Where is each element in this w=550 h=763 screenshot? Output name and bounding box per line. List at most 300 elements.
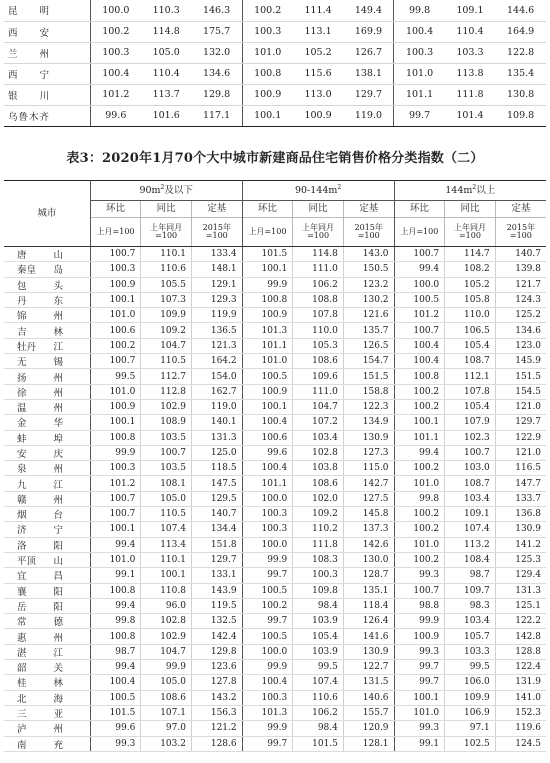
index-value: 140.6 [343, 690, 394, 705]
table-row [4, 614, 546, 629]
city-name-part: 亚 [53, 709, 63, 721]
city-cell [4, 644, 90, 659]
index-value: 99.3 [394, 721, 445, 736]
index-value: 99.9 [242, 660, 293, 675]
index-value: 100.0 [242, 644, 293, 659]
index-value: 100.8 [90, 629, 141, 644]
index-value: 102.8 [293, 445, 344, 460]
city-name-part: 海 [53, 693, 63, 705]
index-value: 100.2 [90, 21, 141, 42]
city-name [17, 431, 63, 445]
index-value: 102.9 [141, 399, 192, 414]
city-cell [4, 430, 90, 445]
index-value: 97.1 [445, 721, 496, 736]
index-value: 147.5 [191, 476, 242, 491]
city-name-part: 山 [53, 556, 63, 568]
table-row [4, 736, 546, 751]
index-value: 100.3 [242, 522, 293, 537]
city-cell [4, 277, 90, 292]
index-value: 100.7 [394, 583, 445, 598]
index-value: 126.7 [343, 42, 394, 63]
city-name-part: 湛 [17, 647, 27, 659]
table-row [4, 21, 546, 42]
index-value: 127.5 [343, 491, 394, 506]
city-name [17, 691, 63, 705]
index-value: 131.3 [495, 583, 546, 598]
index-value: 105.0 [141, 42, 192, 63]
city-cell [4, 507, 90, 522]
index-value: 122.2 [495, 614, 546, 629]
city-cell [4, 629, 90, 644]
index-value: 100.3 [90, 42, 141, 63]
index-value: 102.0 [293, 491, 344, 506]
index-value: 101.0 [90, 308, 141, 323]
city-name: 银 川 [4, 84, 90, 105]
index-value: 107.2 [293, 415, 344, 430]
index-value: 106.5 [445, 323, 496, 338]
index-value: 154.7 [343, 354, 394, 369]
index-value: 99.1 [90, 568, 141, 583]
city-cell [4, 384, 90, 399]
index-value: 101.5 [242, 247, 293, 262]
city-name-part: 吉 [17, 326, 27, 338]
index-value: 125.1 [495, 598, 546, 613]
index-value: 102.9 [141, 629, 192, 644]
table-row [4, 277, 546, 292]
index-value: 107.8 [293, 308, 344, 323]
index-value: 99.5 [293, 660, 344, 675]
index-value: 107.4 [141, 522, 192, 537]
city-name-part: 岛 [53, 265, 63, 277]
index-value: 100.1 [242, 399, 293, 414]
index-value: 132.5 [191, 614, 242, 629]
city-name [17, 339, 63, 353]
index-value: 121.7 [495, 277, 546, 292]
index-value: 101.1 [394, 84, 445, 105]
index-value: 100.9 [293, 105, 344, 126]
index-value: 145.9 [495, 354, 546, 369]
table-row [4, 84, 546, 105]
index-value: 110.6 [141, 262, 192, 277]
city-name-part: 山 [53, 250, 63, 262]
index-value: 100.4 [90, 63, 141, 84]
city-name-part: 安 [17, 449, 27, 460]
index-value: 110.4 [445, 21, 496, 42]
index-value: 100.0 [242, 491, 293, 506]
city-name-part: 平顶 [17, 556, 37, 568]
index-value: 155.7 [343, 705, 394, 720]
index-value: 154.0 [191, 369, 242, 384]
index-value: 141.2 [495, 537, 546, 552]
index-value: 105.3 [293, 338, 344, 353]
city-cell [4, 399, 90, 414]
index-value: 100.9 [394, 629, 445, 644]
index-value: 99.4 [394, 445, 445, 460]
index-value: 100.6 [242, 430, 293, 445]
index-value: 105.4 [445, 338, 496, 353]
index-value: 112.7 [141, 369, 192, 384]
city-name [17, 354, 63, 368]
index-value: 105.0 [141, 491, 192, 506]
index-value: 112.8 [141, 384, 192, 399]
city-name-part: 州 [53, 724, 63, 736]
index-value: 101.0 [242, 42, 293, 63]
index-value: 139.8 [495, 262, 546, 277]
index-value: 119.0 [191, 399, 242, 414]
index-value: 134.9 [343, 415, 394, 430]
index-value: 107.4 [445, 522, 496, 537]
city-name [17, 400, 63, 414]
city-name-part: 充 [53, 739, 63, 751]
index-value: 100.9 [242, 84, 293, 105]
city-name-part: 阳 [53, 540, 63, 552]
city-name-part: 昌 [53, 571, 63, 583]
table-row [4, 476, 546, 491]
index-value: 102.8 [141, 614, 192, 629]
index-value: 110.2 [293, 522, 344, 537]
index-value: 108.8 [293, 292, 344, 307]
city-name-part: 德 [53, 617, 63, 629]
index-value: 100.7 [90, 507, 141, 522]
index-value: 100.1 [90, 522, 141, 537]
index-value: 100.8 [242, 292, 293, 307]
index-value: 123.6 [191, 660, 242, 675]
table-row [4, 690, 546, 705]
index-value: 100.3 [90, 461, 141, 476]
index-value: 99.4 [90, 598, 141, 613]
index-value: 104.7 [293, 399, 344, 414]
index-value: 122.9 [495, 430, 546, 445]
city-name-part: 台 [53, 510, 63, 522]
index-value: 99.4 [90, 660, 141, 675]
index-value: 110.3 [141, 0, 192, 21]
city-name-part: 烟 [17, 510, 27, 522]
index-value: 101.5 [293, 736, 344, 751]
city-name-part: 岳 [17, 601, 27, 613]
index-value: 101.3 [242, 705, 293, 720]
city-name [17, 477, 63, 491]
city-name-part: 泸 [17, 724, 27, 736]
index-value: 100.6 [90, 323, 141, 338]
index-value: 133.1 [191, 568, 242, 583]
table-row [4, 63, 546, 84]
index-value: 151.5 [343, 369, 394, 384]
index-value: 101.0 [242, 354, 293, 369]
index-value: 100.5 [90, 690, 141, 705]
index-value: 100.7 [394, 323, 445, 338]
city-name-part: 江 [53, 647, 63, 659]
city-cell [4, 598, 90, 613]
index-value: 100.2 [90, 338, 141, 353]
price-index-table [4, 180, 546, 752]
city-name [17, 324, 63, 338]
index-value: 101.0 [394, 63, 445, 84]
city-name-part: 宁 [53, 525, 63, 537]
index-value: 99.7 [394, 675, 445, 690]
index-value: 103.8 [293, 461, 344, 476]
index-value: 142.8 [495, 629, 546, 644]
index-value: 99.1 [394, 736, 445, 751]
index-value: 99.5 [90, 369, 141, 384]
group-header-large: $144m^2$以上 [394, 181, 546, 201]
index-value: 124.3 [495, 292, 546, 307]
index-value: 100.1 [242, 105, 293, 126]
index-value: 118.4 [343, 598, 394, 613]
index-value: 101.1 [242, 338, 293, 353]
index-value: 101.2 [90, 84, 141, 105]
index-value: 115.6 [293, 63, 344, 84]
index-value: 148.1 [191, 262, 242, 277]
index-value: 101.0 [394, 476, 445, 491]
index-value: 129.7 [191, 552, 242, 567]
city-name [17, 262, 63, 276]
index-value: 99.7 [242, 614, 293, 629]
index-value: 101.0 [90, 552, 141, 567]
index-value: 113.0 [293, 84, 344, 105]
index-value: 106.9 [445, 705, 496, 720]
city-name-part: 洛 [17, 540, 27, 552]
index-value: 110.5 [141, 507, 192, 522]
index-value: 100.2 [242, 598, 293, 613]
index-value: 130.0 [343, 552, 394, 567]
index-value: 106.2 [293, 277, 344, 292]
index-value: 110.1 [141, 247, 192, 262]
index-value: 109.2 [293, 507, 344, 522]
index-value: 102.3 [445, 430, 496, 445]
index-value: 111.4 [293, 0, 344, 21]
index-value: 142.6 [343, 537, 394, 552]
index-value: 103.9 [293, 644, 344, 659]
city-name [17, 553, 63, 567]
city-name [17, 538, 63, 552]
index-value: 110.0 [293, 323, 344, 338]
city-name-part: 徐 [17, 387, 27, 399]
city-cell [4, 292, 90, 307]
city-name-part: 庆 [53, 449, 63, 460]
index-value: 130.9 [343, 644, 394, 659]
index-value: 122.3 [343, 399, 394, 414]
index-value: 100.9 [242, 308, 293, 323]
city-cell [4, 705, 90, 720]
index-value: 99.8 [394, 491, 445, 506]
city-name: 昆 明 [4, 0, 90, 21]
city-cell [4, 675, 90, 690]
index-value: 109.2 [141, 323, 192, 338]
index-value: 100.0 [242, 537, 293, 552]
index-value: 119.5 [191, 598, 242, 613]
index-value: 98.4 [293, 721, 344, 736]
index-value: 108.3 [293, 552, 344, 567]
index-value: 96.0 [141, 598, 192, 613]
header-huanbi: 环比 [90, 201, 141, 218]
index-value: 103.4 [445, 491, 496, 506]
table-row [4, 354, 546, 369]
city-name-part: 阳 [53, 601, 63, 613]
city-cell [4, 262, 90, 277]
index-value: 102.5 [445, 736, 496, 751]
city-name [17, 737, 63, 751]
index-value: 109.6 [293, 369, 344, 384]
city-name [17, 446, 63, 460]
index-value: 126.4 [343, 614, 394, 629]
index-value: 100.1 [90, 292, 141, 307]
index-value: 122.4 [495, 660, 546, 675]
city-name-part: 林 [53, 678, 63, 690]
index-value: 142.7 [343, 476, 394, 491]
city-name [17, 522, 63, 536]
city-name [17, 706, 63, 720]
city-name-part: 头 [53, 280, 63, 292]
index-value: 129.4 [495, 568, 546, 583]
index-value: 130.2 [343, 292, 394, 307]
index-value: 124.5 [495, 736, 546, 751]
index-value: 99.7 [242, 568, 293, 583]
index-value: 113.4 [141, 537, 192, 552]
index-value: 151.8 [191, 537, 242, 552]
city-name-part: 宜 [17, 571, 27, 583]
index-value: 107.8 [445, 384, 496, 399]
city-cell [4, 614, 90, 629]
index-value: 141.0 [495, 690, 546, 705]
base-dingji: 2015年=100 [191, 218, 242, 247]
table-row [4, 491, 546, 506]
index-value: 123.0 [495, 338, 546, 353]
index-value: 99.7 [394, 660, 445, 675]
city-name-part: 金 [17, 418, 27, 430]
table-row [4, 568, 546, 583]
index-value: 135.1 [343, 583, 394, 598]
index-value: 101.3 [242, 323, 293, 338]
index-value: 121.2 [191, 721, 242, 736]
index-value: 115.0 [343, 461, 394, 476]
city-cell [4, 415, 90, 430]
index-value: 164.2 [191, 354, 242, 369]
index-value: 104.7 [141, 338, 192, 353]
table-row [4, 0, 546, 21]
index-value: 111.8 [445, 84, 496, 105]
city-name-part: 州 [53, 311, 63, 323]
city-name: 兰 州 [4, 42, 90, 63]
table-row [4, 399, 546, 414]
index-value: 100.3 [242, 690, 293, 705]
index-value: 100.2 [394, 384, 445, 399]
city-column-header: 城市 [4, 181, 90, 247]
index-value: 101.5 [90, 705, 141, 720]
index-value: 99.9 [242, 721, 293, 736]
index-value: 100.2 [394, 522, 445, 537]
index-value: 119.0 [343, 105, 394, 126]
index-value: 107.3 [141, 292, 192, 307]
index-value: 116.5 [495, 461, 546, 476]
index-value: 105.2 [445, 277, 496, 292]
index-value: 99.9 [242, 552, 293, 567]
index-value: 128.6 [191, 736, 242, 751]
city-name-part: 北 [17, 693, 27, 705]
city-name [17, 568, 63, 582]
city-name-part: 南 [17, 739, 27, 751]
index-value: 100.1 [90, 415, 141, 430]
index-value: 100.1 [394, 415, 445, 430]
city-name-part: 扬 [17, 372, 27, 384]
index-value: 128.7 [343, 568, 394, 583]
index-value: 127.3 [343, 445, 394, 460]
header-dingji: 定基 [495, 201, 546, 218]
city-name-part: 无 [17, 357, 27, 369]
header-tongbi: 同比 [293, 201, 344, 218]
index-value: 101.1 [394, 430, 445, 445]
city-name-part: 锡 [53, 357, 63, 369]
city-cell [4, 369, 90, 384]
index-value: 103.2 [141, 736, 192, 751]
city-name-part: 惠 [17, 632, 27, 644]
table-title: 表3：2020年1月70个大中城市新建商品住宅销售价格分类指数（二） [66, 151, 484, 166]
city-name [17, 721, 63, 735]
index-value: 100.8 [242, 63, 293, 84]
city-name-part: 包 [17, 280, 27, 292]
index-value: 131.9 [495, 675, 546, 690]
index-value: 99.8 [90, 614, 141, 629]
index-value: 129.7 [343, 84, 394, 105]
index-value: 99.4 [394, 262, 445, 277]
index-value: 100.8 [394, 369, 445, 384]
index-value: 105.8 [445, 292, 496, 307]
index-value: 142.4 [191, 629, 242, 644]
table-row [4, 537, 546, 552]
index-value: 106.0 [445, 675, 496, 690]
index-value: 100.4 [394, 21, 445, 42]
index-value: 97.0 [141, 721, 192, 736]
city-name-part: 丹 [17, 296, 27, 308]
index-value: 129.3 [191, 292, 242, 307]
city-cell [4, 308, 90, 323]
index-value: 103.0 [445, 461, 496, 476]
index-value: 140.7 [495, 247, 546, 262]
index-value: 99.9 [141, 660, 192, 675]
index-value: 100.4 [242, 461, 293, 476]
index-value: 105.4 [293, 629, 344, 644]
index-value: 132.0 [191, 42, 242, 63]
table-row [4, 292, 546, 307]
city-cell [4, 721, 90, 736]
index-value: 131.5 [343, 675, 394, 690]
index-value: 100.9 [90, 277, 141, 292]
base-tongbi: 上年同月=100 [445, 218, 496, 247]
index-value: 100.8 [90, 430, 141, 445]
city-name [17, 630, 63, 644]
city-name: 乌鲁木齐 [4, 105, 90, 126]
index-value: 135.4 [495, 63, 546, 84]
city-name-part: 州 [53, 387, 63, 399]
city-name-part: 州 [53, 632, 63, 644]
header-huanbi: 环比 [242, 201, 293, 218]
index-value: 156.3 [191, 705, 242, 720]
index-value: 136.8 [495, 507, 546, 522]
index-value: 100.5 [242, 369, 293, 384]
index-value: 100.7 [90, 491, 141, 506]
table-row [4, 583, 546, 598]
index-value: 101.0 [90, 384, 141, 399]
city-name-part: 济 [17, 525, 27, 537]
index-value: 107.4 [293, 675, 344, 690]
city-cell [4, 736, 90, 751]
city-cell [4, 491, 90, 506]
table-row [4, 705, 546, 720]
table-row [4, 369, 546, 384]
index-value: 120.9 [343, 721, 394, 736]
table-row [4, 522, 546, 537]
index-value: 150.5 [343, 262, 394, 277]
index-value: 100.2 [394, 399, 445, 414]
